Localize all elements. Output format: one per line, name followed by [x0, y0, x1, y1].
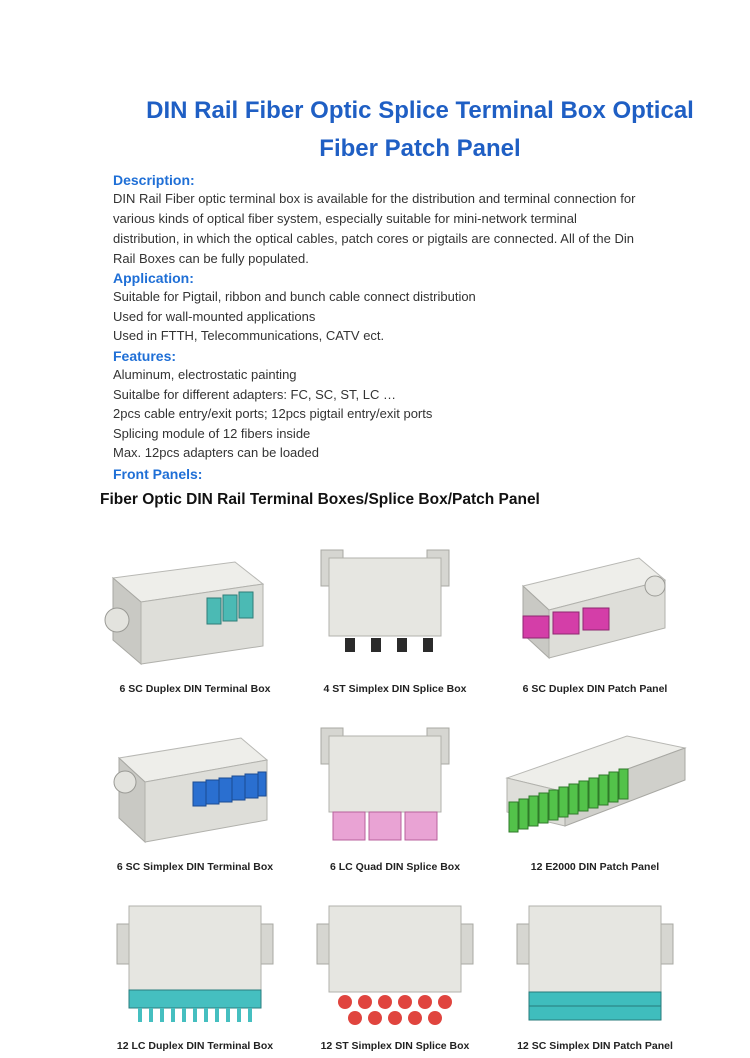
adapter-port — [529, 796, 538, 826]
adapter-port — [529, 1006, 661, 1020]
adapter-port — [423, 638, 433, 652]
adapter-port — [609, 772, 618, 802]
adapter-port — [206, 780, 219, 804]
product-caption: 12 LC Duplex DIN Terminal Box — [116, 1040, 274, 1052]
din-box-illustration — [295, 540, 495, 680]
adapter-port — [583, 608, 609, 630]
adapter-port — [529, 992, 661, 1006]
product-photo — [295, 718, 495, 858]
adapter-port — [258, 772, 266, 796]
adapter-port — [553, 612, 579, 634]
product-caption: 12 ST Simplex DIN Splice Box — [320, 1040, 470, 1052]
list-item: Splicing module of 12 fibers inside — [113, 425, 311, 441]
front-panels-heading: Front Panels: — [113, 466, 203, 482]
product-caption: 4 ST Simplex DIN Splice Box — [323, 683, 467, 695]
adapter-port — [338, 995, 352, 1009]
description-text — [113, 189, 725, 269]
adapter-port — [358, 995, 372, 1009]
adapter-port — [369, 812, 401, 840]
description-heading: Description: — [113, 172, 195, 188]
adapter-port — [589, 778, 598, 808]
adapter-port — [523, 616, 549, 638]
adapter-port — [549, 790, 558, 820]
din-box-illustration — [95, 540, 295, 680]
din-box-illustration — [295, 718, 495, 858]
description-line: DIN Rail Fiber optic terminal box is available for the distribution and terminal connection for — [113, 191, 636, 206]
application-list — [113, 287, 476, 346]
product-photo — [95, 718, 295, 858]
product-photo — [495, 540, 695, 680]
product-photo — [295, 898, 495, 1038]
adapter-port — [239, 592, 253, 618]
din-box-illustration — [495, 718, 695, 858]
adapter-port — [579, 781, 588, 811]
list-item: Suitable for Pigtail, ribbon and bunch cable connect distribution — [113, 289, 476, 304]
cable-gland — [105, 608, 129, 632]
adapter-port — [405, 812, 437, 840]
description-line: various kinds of optical fiber system, especially suitable for mini-network terminal — [113, 211, 577, 226]
features-heading: Features: — [113, 348, 177, 364]
title-line-1: DIN Rail Fiber Optic Splice Terminal Box Optical — [146, 97, 694, 124]
din-box-illustration — [95, 898, 295, 1038]
cable-gland — [645, 576, 665, 596]
din-box-illustration — [95, 718, 295, 858]
adapter-port — [219, 778, 232, 802]
adapter-port — [397, 638, 407, 652]
adapter-port — [129, 990, 261, 1008]
adapter-port — [371, 638, 381, 652]
adapter-port — [223, 595, 237, 621]
adapter-port — [348, 1011, 362, 1025]
cable-gland — [114, 771, 136, 793]
product-caption: 6 LC Quad DIN Splice Box — [329, 861, 461, 873]
adapter-port — [408, 1011, 422, 1025]
list-item: Max. 12pcs adapters can be loaded — [113, 445, 319, 461]
description-line: distribution, in which the optical cables, patch cores or pigtails are connected. All of the Din — [113, 231, 635, 246]
list-item: 2pcs cable entry/exit ports; 12pcs pigtail entry/exit ports — [113, 406, 433, 422]
product-caption: 12 SC Simplex DIN Patch Panel — [517, 1040, 673, 1052]
adapter-port — [509, 802, 518, 832]
box-front — [329, 736, 441, 812]
box-front — [329, 906, 461, 992]
application-heading: Application: — [113, 270, 194, 286]
adapter-port — [418, 995, 432, 1009]
product-caption: 12 E2000 DIN Patch Panel — [530, 861, 660, 873]
din-box-illustration — [495, 898, 695, 1038]
adapter-port — [539, 793, 548, 823]
page-title — [100, 92, 740, 168]
adapter-port — [378, 995, 392, 1009]
adapter-port — [193, 782, 206, 806]
adapter-port — [388, 1011, 402, 1025]
product-photo — [495, 718, 695, 858]
product-photo — [295, 540, 495, 680]
adapter-port — [207, 598, 221, 624]
adapter-port — [569, 784, 578, 814]
box-front — [529, 906, 661, 992]
gallery-title: Fiber Optic DIN Rail Terminal Boxes/Splice Box/Patch Panel — [100, 491, 540, 508]
adapter-port — [333, 812, 365, 840]
adapter-port — [245, 774, 258, 798]
list-item: Aluminum, electrostatic painting — [113, 367, 297, 382]
description-line: Rail Boxes can be fully populated. — [113, 251, 309, 266]
product-photo — [95, 540, 295, 680]
product-caption: 6 SC Simplex DIN Terminal Box — [116, 861, 274, 873]
adapter-port — [345, 638, 355, 652]
adapter-port — [559, 787, 568, 817]
adapter-port — [438, 995, 452, 1009]
product-caption: 6 SC Duplex DIN Patch Panel — [522, 683, 668, 695]
title-line-2: Fiber Patch Panel — [319, 135, 521, 162]
product-photo — [95, 898, 295, 1038]
features-list — [113, 365, 432, 463]
adapter-port — [519, 799, 528, 829]
din-box-illustration — [295, 898, 495, 1038]
box-front — [129, 906, 261, 990]
adapter-port — [398, 995, 412, 1009]
list-item: Used for wall-mounted applications — [113, 308, 316, 324]
product-caption: 6 SC Duplex DIN Terminal Box — [119, 683, 271, 695]
product-photo — [495, 898, 695, 1038]
adapter-port — [232, 776, 245, 800]
din-box-illustration — [495, 540, 695, 680]
adapter-port — [428, 1011, 442, 1025]
adapter-port — [619, 769, 628, 799]
adapter-port — [368, 1011, 382, 1025]
box-front — [329, 558, 441, 636]
adapter-port — [599, 775, 608, 805]
list-item: Suitalbe for different adapters: FC, SC, ST, LC … — [113, 386, 396, 402]
list-item: Used in FTTH, Telecommunications, CATV ect. — [113, 328, 385, 344]
